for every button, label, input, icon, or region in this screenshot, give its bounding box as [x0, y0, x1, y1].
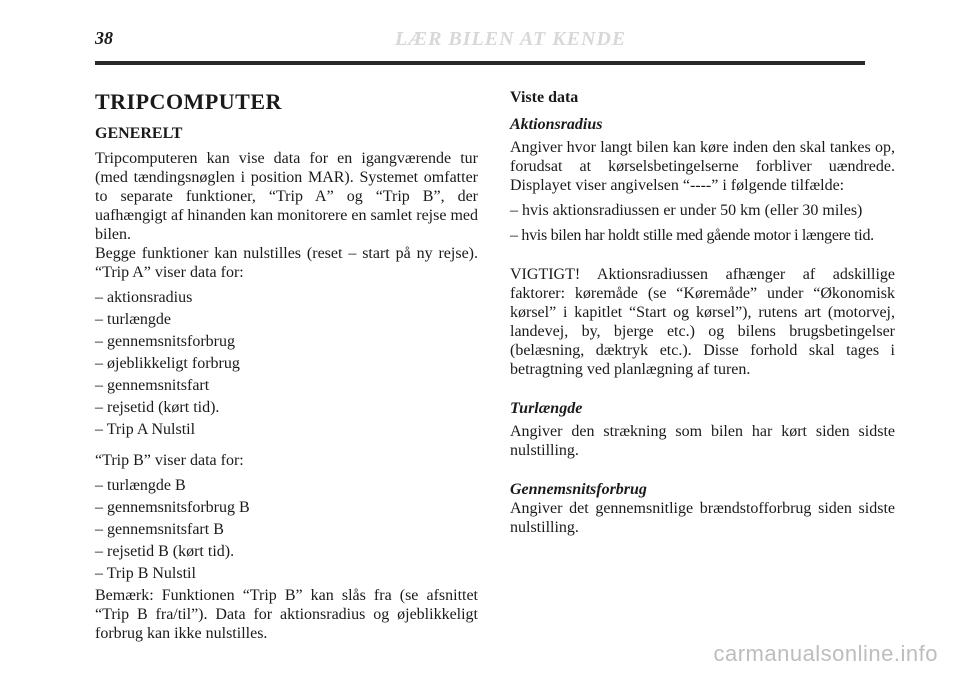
- watermark: carmanualsonline.info: [713, 641, 938, 666]
- section-title: TRIPCOMPUTER: [95, 89, 282, 114]
- list-item: – rejsetid (kørt tid).: [95, 399, 220, 416]
- list-item: – gennemsnitsfart: [95, 377, 210, 394]
- list-item: – gennemsnitsforbrug: [95, 333, 235, 350]
- header-rule: [95, 61, 865, 65]
- turlaengde-paragraph: Angiver den strækning som bilen har kørt siden sidste nulstilling.: [510, 423, 895, 459]
- trip-b-list: [95, 476, 478, 583]
- aktionsradius-heading: Aktionsradius: [510, 116, 603, 133]
- list-item: – gennemsnitsfart B: [95, 521, 224, 538]
- list-item: – Trip B Nulstil: [95, 565, 196, 582]
- gennemsnitsforbrug-paragraph: Angiver det gennemsnitlige brændstofforbrug siden sidste nulstilling.: [510, 500, 895, 536]
- trip-b-intro: “Trip B” viser data for:: [95, 452, 244, 469]
- running-title: LÆR BILEN AT KENDE: [395, 28, 627, 50]
- page-header: [95, 28, 865, 54]
- list-item: – hvis bilen har holdt stille med gående motor i længere tid.: [510, 227, 874, 244]
- list-item: – Trip A Nulstil: [95, 421, 196, 438]
- list-item: – øjeblikkeligt forbrug: [95, 355, 240, 372]
- list-item: – gennemsnitsforbrug B: [95, 499, 250, 516]
- turlaengde-heading: Turlængde: [510, 400, 583, 417]
- list-item: – turlængde B: [95, 477, 186, 494]
- reset-paragraph: Begge funktioner kan nulstilles (reset – start på ny rejse). “Trip A” viser data for:: [95, 245, 478, 281]
- list-item: – rejsetid B (kørt tid).: [95, 543, 235, 560]
- viste-data-heading: Viste data: [510, 89, 579, 106]
- vigtigt-paragraph: VIGTIGT! Aktionsradiussen afhænger af adskillige faktorer: køremåde (se “Køremåde” under “Økonomisk kørsel” i kapitlet “Start og kørsel”), rutens art (motorvej, landevej, by, bjerge etc.) og bilens brugsbetingelser (belæsning, dæktryk etc.). Disse forhold skal tages i betragtning ved planlægning af turen.: [510, 266, 895, 378]
- gennemsnitsforbrug-heading: Gennemsnitsforbrug: [510, 481, 647, 498]
- page-number: 38: [95, 28, 113, 48]
- list-item: – hvis aktionsradiussen er under 50 km (eller 30 miles): [510, 202, 863, 219]
- right-column: [510, 88, 895, 537]
- subsection-heading: GENERELT: [95, 125, 183, 142]
- list-item: – turlængde: [95, 311, 171, 328]
- left-column: [95, 88, 478, 643]
- trip-a-list: [95, 288, 478, 439]
- note-paragraph: Bemærk: Funktionen “Trip B” kan slås fra (se afsnittet “Trip B fra/til”). Data for aktionsradius og øjeblikkeligt forbrug kan ikke nulstilles.: [95, 587, 478, 642]
- aktionsradius-paragraph: Angiver hvor langt bilen kan køre inden den skal tankes op, forudsat at kørselsbetingelserne forbliver uændrede. Displayet viser angivelsen “----” i følgende tilfælde:: [510, 139, 895, 194]
- list-item: – aktionsradius: [95, 289, 193, 306]
- intro-paragraph: Tripcomputeren kan vise data for en igangværende tur (med tændingsnøglen i position MAR). Systemet omfatter to separate funktioner, “Trip A” og “Trip B”, der uafhængigt af hinanden kan monitorere en samlet rejse med bilen.: [95, 150, 478, 243]
